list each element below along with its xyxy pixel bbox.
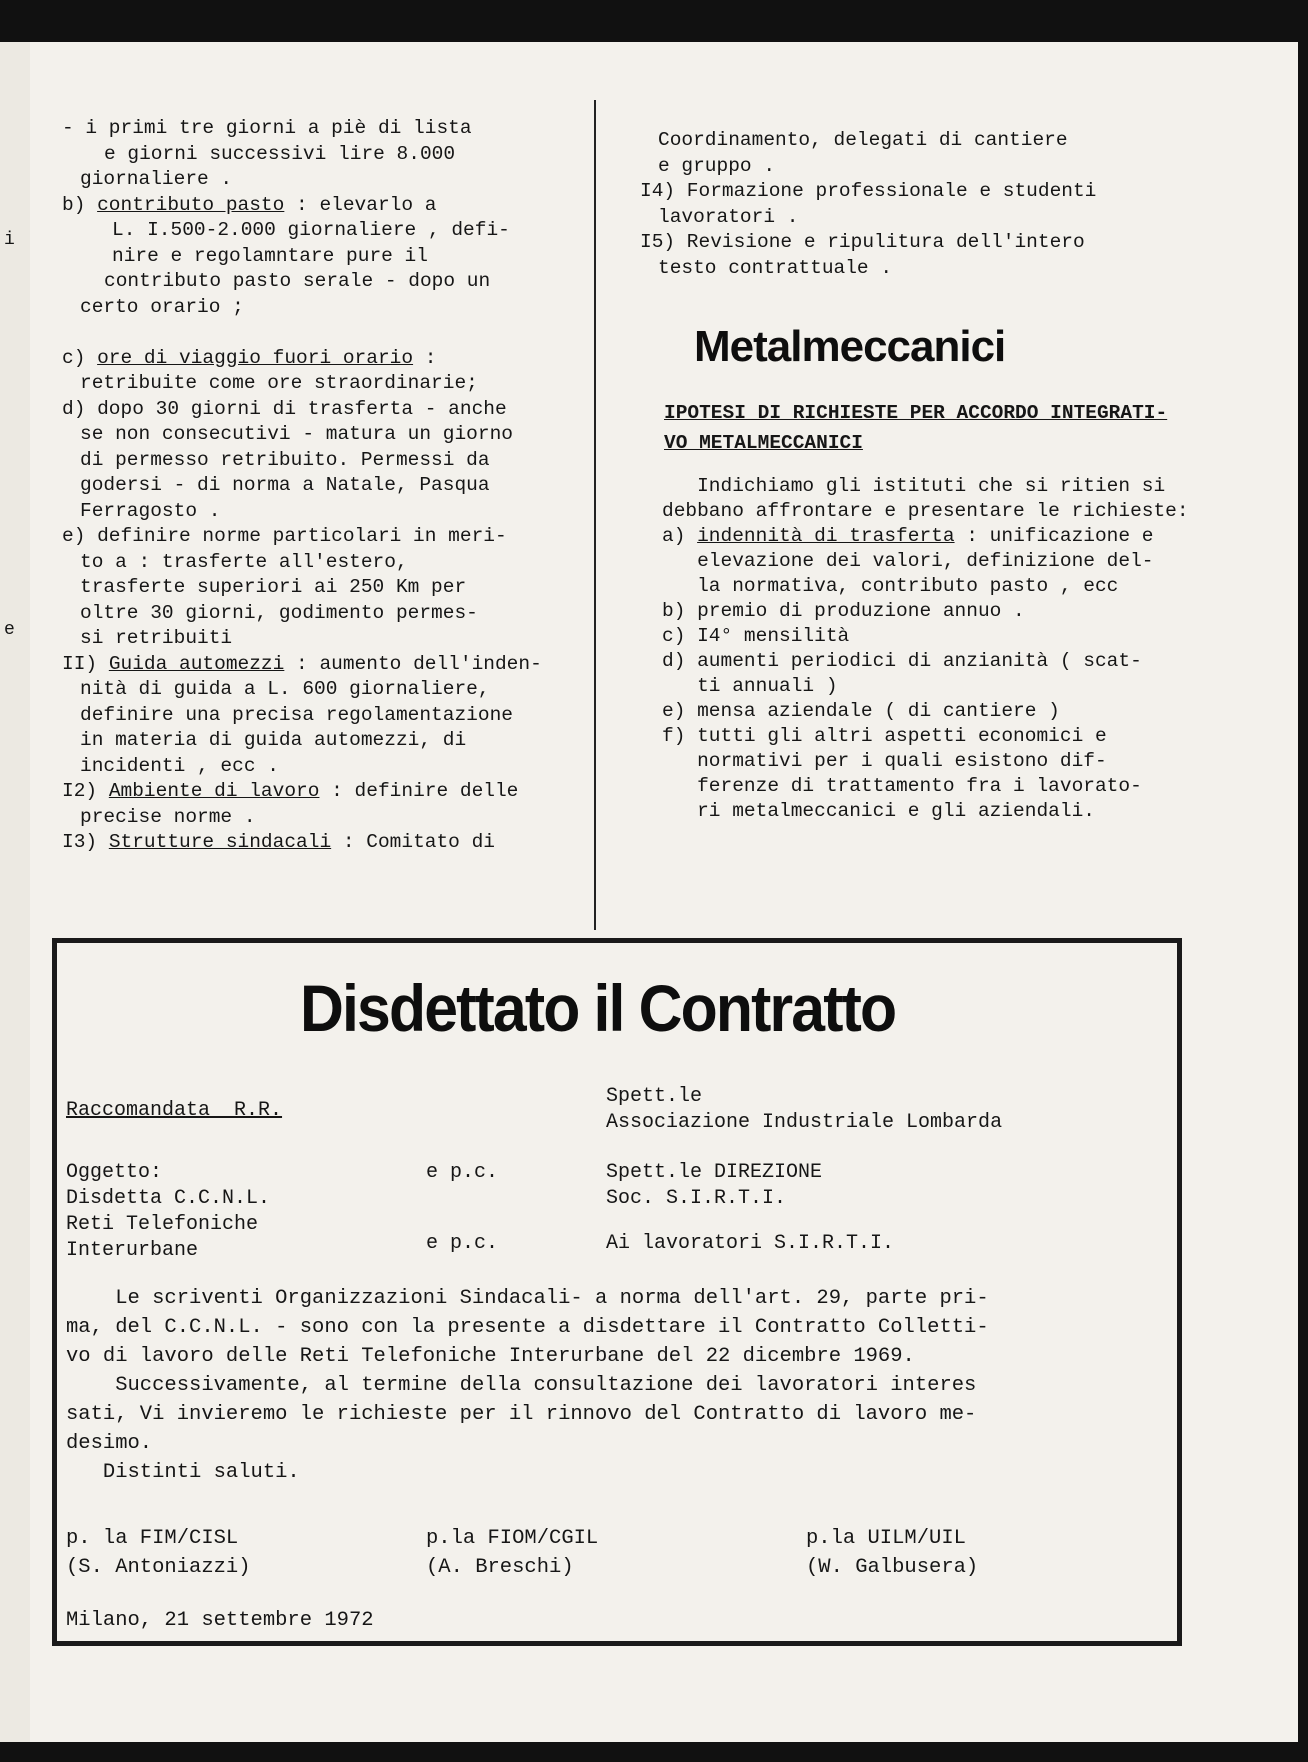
- metal-body-line: la normativa, contributo pasto , ecc: [662, 575, 1119, 597]
- left-column-line: I2) Ambiente di lavoro : definire delle: [62, 780, 519, 802]
- signature-fiom: [426, 1524, 598, 1582]
- signature-org: p.la UILM/UIL: [806, 1527, 966, 1550]
- left-column-line: - i primi tre giorni a piè di lista: [62, 117, 472, 139]
- subtitle-line: VO METALMECCANICI: [664, 432, 863, 454]
- right-column-line: e gruppo .: [658, 154, 776, 177]
- margin-letter: e: [4, 620, 15, 640]
- left-column-underlined-term: ore di viaggio fuori orario: [97, 346, 414, 369]
- signature-org: p. la FIM/CISL: [66, 1527, 239, 1550]
- metal-body-line: Indichiamo gli istituti che si ritien si: [662, 475, 1166, 497]
- left-column-line: II) Guida automezzi : aumento dell'inden-: [62, 652, 542, 675]
- metal-body-line: debbano affrontare e presentare le richieste:: [662, 500, 1189, 522]
- letter-body-line: ma, del C.C.N.L. - sono con la presente a disdettare il Contratto Colletti-: [66, 1316, 989, 1339]
- metal-body-line: a) indennità di trasferta : unificazione e: [662, 525, 1154, 547]
- letter-body: [66, 1284, 1176, 1487]
- place-date: Milano, 21 settembre 1972: [66, 1609, 374, 1632]
- column-divider: [594, 100, 596, 930]
- letter-body-line: Le scriventi Organizzazioni Sindacali- a norma dell'art. 29, parte pri-: [66, 1287, 989, 1310]
- signature-name: (W. Galbusera): [806, 1556, 979, 1579]
- left-column-line: Ferragosto .: [80, 499, 221, 522]
- raccomandata-label: Raccomandata R.R.: [66, 1099, 283, 1122]
- left-column-line: L. I.500-2.000 giornaliere , defi-: [112, 219, 510, 241]
- metal-body-line: ri metalmeccanici e gli aziendali.: [662, 800, 1095, 822]
- recipient-line: Soc. S.I.R.T.I.: [606, 1187, 787, 1210]
- left-column-line: definire una precisa regolamentazione: [80, 703, 513, 726]
- metal-body-line: f) tutti gli altri aspetti economici e: [662, 725, 1107, 747]
- recipient-3: Ai lavoratori S.I.R.T.I.: [606, 1232, 895, 1255]
- left-column-line: incidenti , ecc .: [80, 754, 279, 777]
- cc-label-1: e p.c.: [426, 1161, 499, 1184]
- signature-name: (A. Breschi): [426, 1556, 574, 1579]
- letter-headline: Disdettato il Contratto: [300, 971, 896, 1045]
- metalmeccanici-heading: Metalmeccanici: [694, 322, 1006, 371]
- metal-body-underlined-term: indennità di trasferta: [697, 525, 955, 547]
- margin-letter: i: [4, 230, 15, 250]
- left-column-line: in materia di guida automezzi, di: [80, 729, 467, 751]
- metal-body-line: normativi per i quali esistono dif-: [662, 750, 1107, 772]
- left-column-underlined-term: Ambiente di lavoro: [108, 780, 320, 802]
- subject-block: [66, 1160, 270, 1264]
- left-column-underlined-term: contributo pasto: [97, 193, 285, 216]
- subject-line: Interurbane: [66, 1239, 199, 1262]
- signature-fim: [66, 1524, 251, 1582]
- signature-uilm: [806, 1524, 978, 1582]
- right-column-line: I5) Revisione e ripulitura dell'intero: [640, 231, 1085, 253]
- letter-body-line: Distinti saluti.: [66, 1461, 300, 1484]
- left-column-line: giornaliere .: [80, 168, 233, 190]
- left-column-line: si retribuiti: [80, 627, 233, 649]
- left-column-line: [62, 320, 582, 346]
- cc-label-2: e p.c.: [426, 1232, 499, 1255]
- signature-name: (S. Antoniazzi): [66, 1556, 251, 1579]
- left-column-line: se non consecutivi - matura un giorno: [80, 423, 513, 445]
- metal-body-line: d) aumenti periodici di anzianità ( scat-: [662, 650, 1142, 672]
- recipient-1: [606, 1084, 1002, 1136]
- left-column-line: to a : trasferte all'estero,: [80, 550, 408, 573]
- subtitle-line: IPOTESI DI RICHIESTE PER ACCORDO INTEGRATI-: [664, 402, 1168, 424]
- letter-body-line: sati, Vi invieremo le richieste per il rinnovo del Contratto di lavoro me-: [66, 1403, 977, 1426]
- left-column-line: trasferte superiori ai 250 Km per: [80, 576, 467, 598]
- right-column-line: I4) Formazione professionale e studenti: [640, 180, 1097, 202]
- left-column-line: c) ore di viaggio fuori orario :: [62, 346, 437, 369]
- metal-body-line: ferenze di trattamento fra i lavorato-: [662, 775, 1142, 797]
- subject-line: Reti Telefoniche: [66, 1213, 259, 1236]
- left-column-line: godersi - di norma a Natale, Pasqua: [80, 474, 490, 496]
- recipient-line: Spett.le DIREZIONE: [606, 1161, 823, 1184]
- recipient-2: [606, 1160, 822, 1212]
- subject-line: Disdetta C.C.N.L.: [66, 1187, 271, 1210]
- metal-body-line: e) mensa aziendale ( di cantiere ): [662, 700, 1060, 722]
- recipient-line: Spett.le: [606, 1085, 703, 1108]
- left-column-line: oltre 30 giorni, godimento permes-: [80, 601, 478, 624]
- metalmeccanici-body: [662, 474, 1189, 824]
- letter-body-line: desimo.: [66, 1432, 153, 1455]
- metal-body-line: b) premio di produzione annuo .: [662, 600, 1025, 622]
- left-column-line: nire e regolamntare pure il: [112, 244, 428, 267]
- left-column-underlined-term: Strutture sindacali: [108, 831, 332, 853]
- left-column-line: e) definire norme particolari in meri-: [62, 525, 507, 547]
- letter-body-line: vo di lavoro delle Reti Telefoniche Interurbane del 22 dicembre 1969.: [66, 1345, 915, 1368]
- metal-body-line: c) I4° mensilità: [662, 625, 850, 647]
- metal-body-line: elevazione dei valori, definizione del-: [662, 550, 1154, 572]
- right-column-line: testo contrattuale .: [658, 256, 893, 279]
- left-column-line: retribuite come ore straordinarie;: [80, 372, 478, 394]
- left-column-line: certo orario ;: [80, 295, 244, 318]
- left-column-line: d) dopo 30 giorni di trasferta - anche: [62, 397, 507, 420]
- subject-label: Oggetto:: [66, 1161, 163, 1184]
- left-column-line: e giorni successivi lire 8.000: [104, 142, 456, 165]
- left-column-underlined-term: Guida automezzi: [108, 652, 285, 675]
- recipient-line: Associazione Industriale Lombarda: [606, 1111, 1003, 1134]
- metalmeccanici-subtitle: [664, 398, 1167, 458]
- right-column-top: [640, 128, 1230, 281]
- left-column-line: precise norme .: [80, 805, 256, 828]
- metal-body-line: ti annuali ): [662, 675, 838, 697]
- right-column-line: Coordinamento, delegati di cantiere: [658, 129, 1068, 151]
- left-column-line: nità di guida a L. 600 giornaliere,: [80, 678, 490, 700]
- left-page-strip: [0, 42, 30, 1742]
- left-column-line: di permesso retribuito. Permessi da: [80, 448, 490, 471]
- left-column-line: contributo pasto serale - dopo un: [104, 270, 491, 292]
- left-column-line: I3) Strutture sindacali : Comitato di: [62, 831, 495, 853]
- right-column-line: lavoratori .: [658, 205, 799, 228]
- left-column: [62, 116, 582, 856]
- left-column-line: b) contributo pasto : elevarlo a: [62, 193, 437, 216]
- signature-org: p.la FIOM/CGIL: [426, 1527, 599, 1550]
- letter-body-line: Successivamente, al termine della consultazione dei lavoratori interes: [66, 1374, 977, 1397]
